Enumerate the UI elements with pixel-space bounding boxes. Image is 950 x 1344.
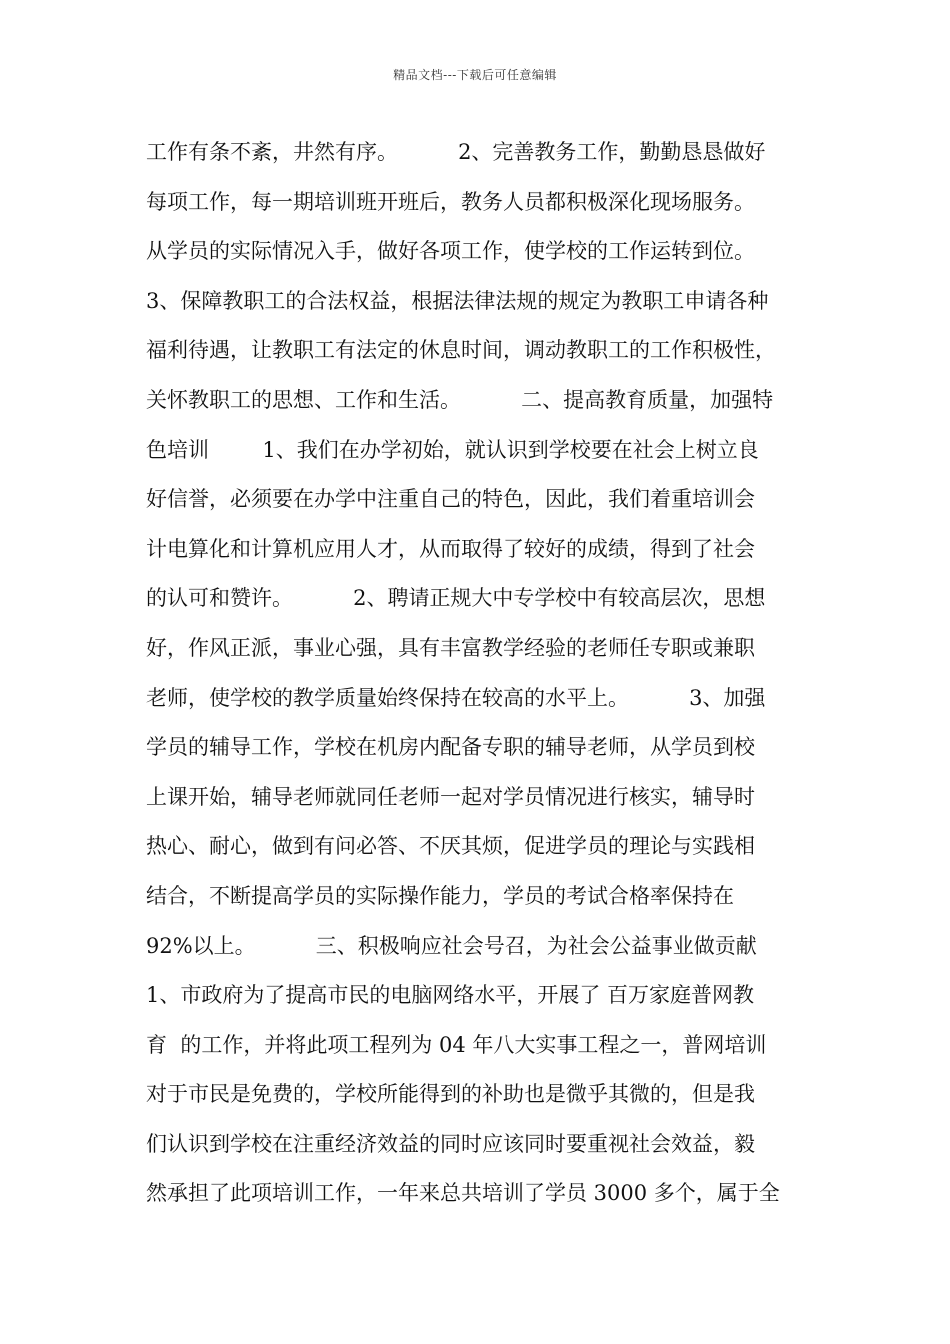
text-line: 3、保障教职工的合法权益，根据法律法规的规定为教职工申请各种 [146,288,769,313]
text-line: 上课开始，辅导老师就同任老师一起对学员情况进行核实，辅导时 [146,784,755,809]
text-line: 热心、耐心，做到有问必答、不厌其烦，促进学员的理论与实践相 [146,834,755,859]
text-line: 从学员的实际情况入手，做好各项工作，使学校的工作运转到位。 [146,239,755,264]
text-line: 关怀教职工的思想、工作和生活。 二、提高教育质量，加强特 [146,387,774,412]
text-line: 工作有条不紊，井然有序。 2、完善教务工作，勤勤恳恳做好 [146,140,766,164]
page-header: 精品文档---下载后可任意编辑 [393,68,557,82]
document-body [146,128,810,1219]
text-line: 结合，不断提高学员的实际操作能力，学员的考试合格率保持在 [146,883,734,908]
text-line: 学员的辅导工作，学校在机房内配备专职的辅导老师，从学员到校 [146,735,755,760]
text-line: 然承担了此项培训工作，一年来总共培训了学员 3000 多个，属于全 [146,1181,780,1206]
text-line: 育 的工作，并将此项工程列为 04 年八大实事工程之一，普网培训 [146,1032,767,1057]
text-line: 们认识到学校在注重经济效益的同时应该同时要重视社会效益，毅 [146,1131,755,1156]
text-line: 计电算化和计算机应用人才，从而取得了较好的成绩，得到了社会 [146,536,755,561]
text-line: 对于市民是免费的，学校所能得到的补助也是微乎其微的，但是我 [146,1082,755,1107]
text-line: 1、市政府为了提高市民的电脑网络水平，开展了 百万家庭普网教 [146,983,755,1008]
text-line: 每项工作，每一期培训班开班后，教务人员都积极深化现场服务。 [146,189,755,214]
text-line: 色培训 1、我们在办学初始，就认识到学校要在社会上树立良 [146,437,759,462]
text-line: 好信誉，必须要在办学中注重自己的特色，因此，我们着重培训会 [146,487,755,512]
text-line: 的认可和赞许。 2、聘请正规大中专学校中有较高层次，思想 [146,586,766,611]
text-line: 福利待遇，让教职工有法定的休息时间，调动教职工的工作积极性， [146,338,776,363]
text-line: 老师，使学校的教学质量始终保持在较高的水平上。 3、加强 [146,685,766,710]
text-line: 好，作风正派，事业心强，具有丰富教学经验的老师任专职或兼职 [146,635,755,660]
text-line: 92%以上。 三、积极响应社会号召，为社会公益事业做贡献 [146,933,757,958]
